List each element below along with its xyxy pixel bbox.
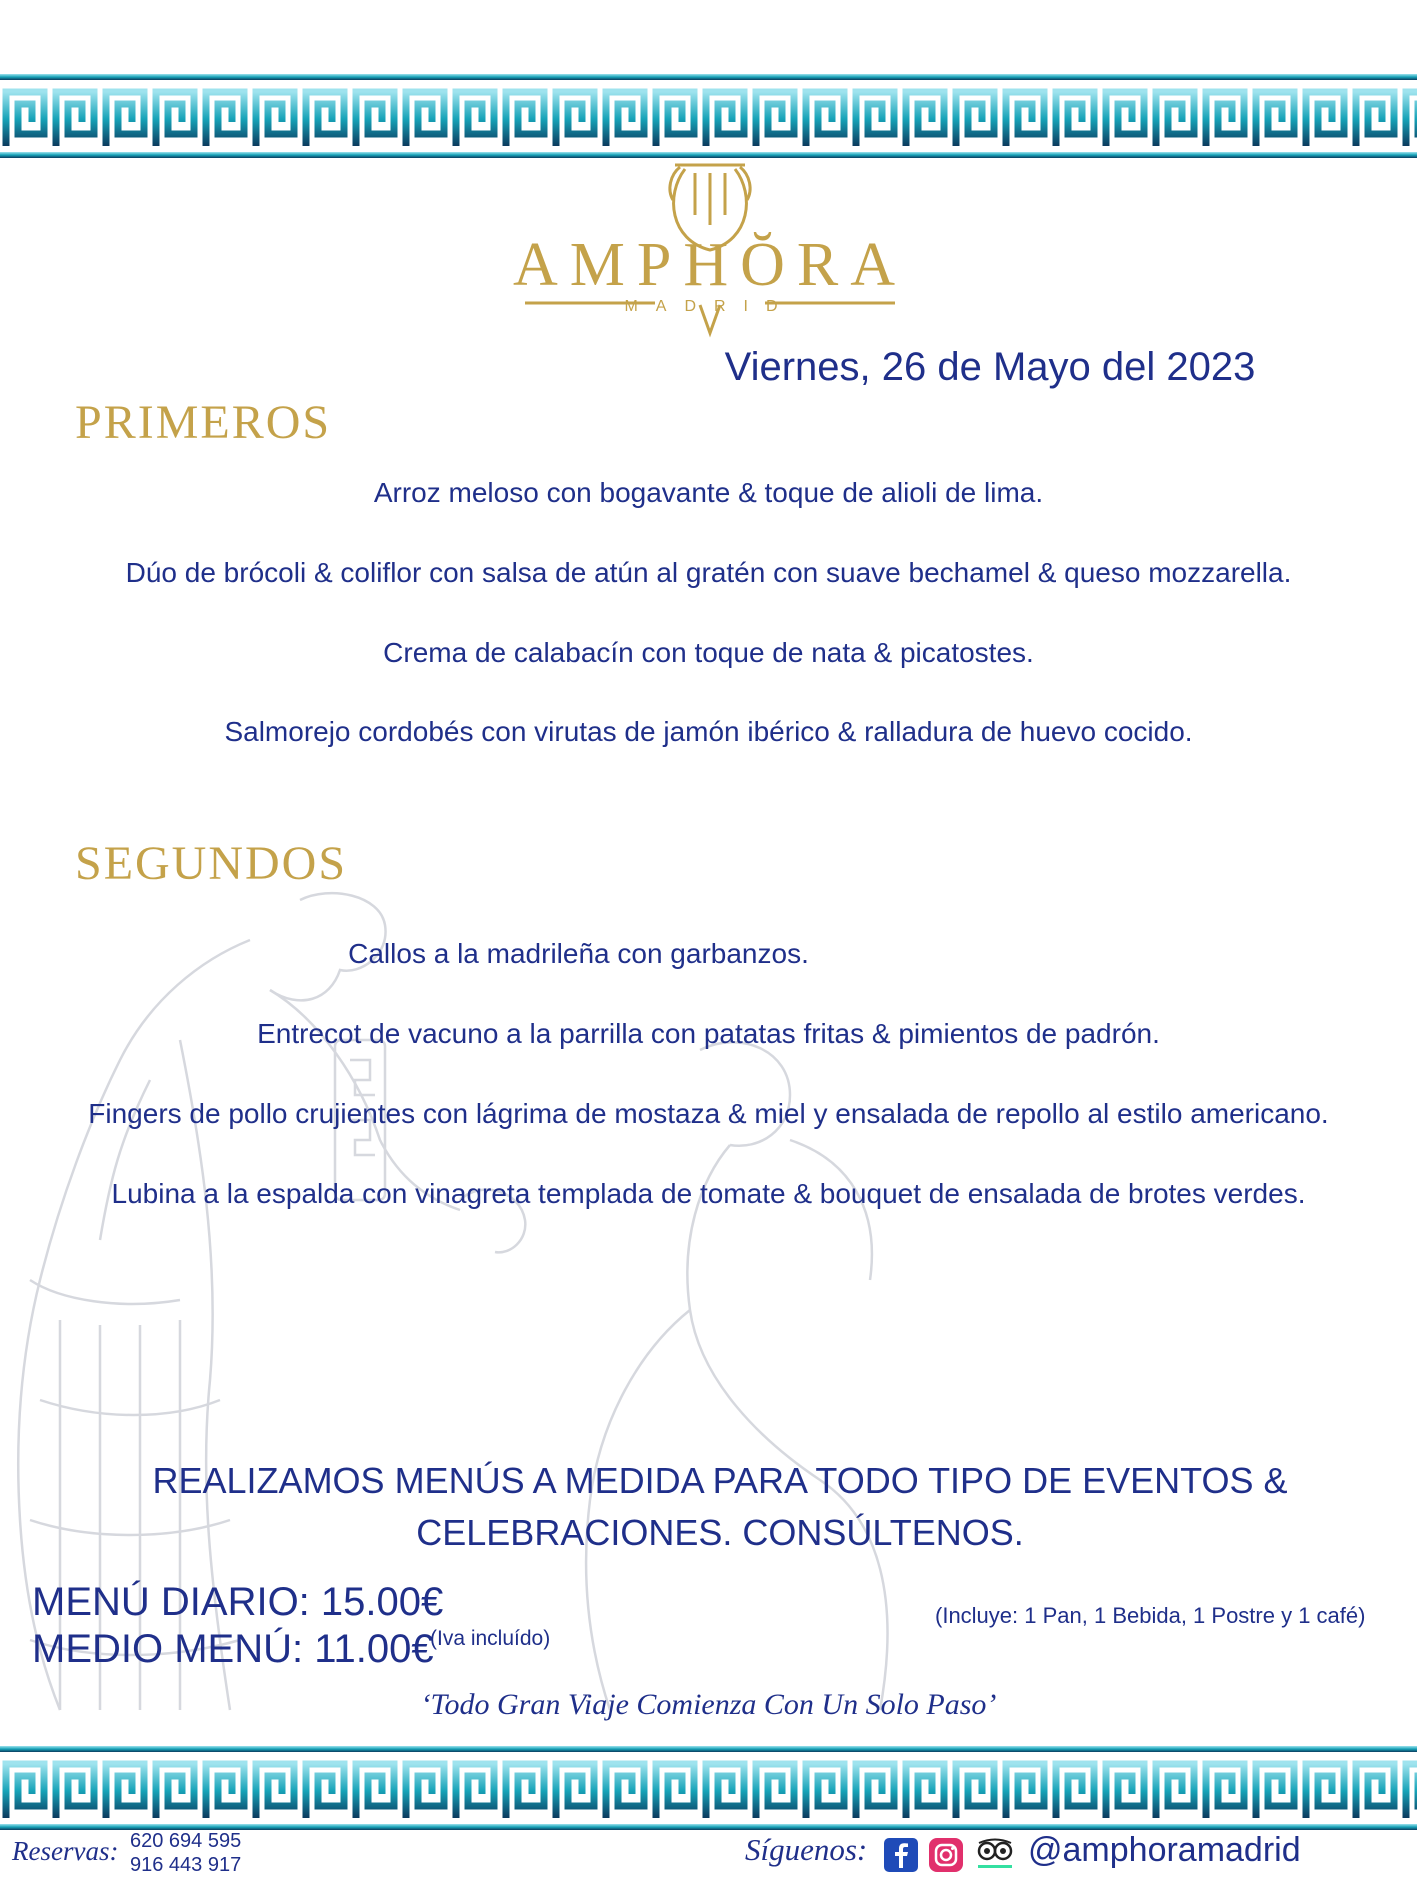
events-notice-line-1: REALIZAMOS MENÚS A MEDIDA PARA TODO TIPO DE EVENTOS & [152, 1460, 1288, 1501]
brand-subtitle: MADRID [624, 298, 796, 315]
dish-segundo-3: Fingers de pollo crujientes con lágrima de mostaza & miel y ensalada de repollo al estilo americano. [88, 1098, 1329, 1129]
dish-primero-1: Arroz meloso con bogavante & toque de alioli de lima. [373, 477, 1044, 508]
motto: ‘Todo Gran Viaje Comienza Con Un Solo Paso’ [420, 1688, 997, 1721]
facebook-icon[interactable] [884, 1838, 918, 1872]
reservas-label: Reservas: [12, 1836, 119, 1866]
half-menu-price: MEDIO MENÚ: 11.00€ [32, 1627, 434, 1671]
amphora-logo [505, 155, 915, 340]
dish-primero-3: Crema de calabacín con toque de nata & picatostes. [383, 637, 1034, 668]
daily-menu-price: MENÚ DIARIO: 15.00€ [32, 1580, 444, 1624]
follow-us-label: Síguenos: [745, 1832, 868, 1867]
events-notice-line-2: CELEBRACIONES. CONSÚLTENOS. [416, 1512, 1024, 1553]
iva-note: (Iva incluído) [430, 1627, 551, 1650]
section-title-segundos: SEGUNDOS [75, 837, 348, 890]
dish-primero-4: Salmorejo cordobés con virutas de jamón ibérico & ralladura de huevo cocido. [224, 716, 1193, 747]
events-notice [100, 1455, 1340, 1559]
tripadvisor-icon[interactable] [974, 1838, 1016, 1872]
menu-includes-note: (Incluye: 1 Pan, 1 Bebida, 1 Postre y 1 café) [935, 1603, 1366, 1628]
greek-key-border-top [0, 68, 1417, 164]
brand-name: AMPHŎRA [512, 231, 908, 299]
dish-segundo-1: Callos a la madrileña con garbanzos. [348, 938, 809, 969]
social-handle[interactable]: @amphoramadrid [1028, 1831, 1301, 1869]
menu-date: Viernes, 26 de Mayo del 2023 [724, 345, 1256, 389]
dish-segundo-4: Lubina a la espalda con vinagreta templada de tomate & bouquet de ensalada de brotes verdes. [111, 1178, 1306, 1209]
greek-key-border-bottom [0, 1740, 1417, 1836]
instagram-icon[interactable] [929, 1838, 963, 1872]
phone-number-2[interactable]: 916 443 917 [130, 1854, 242, 1876]
phone-number-1[interactable]: 620 694 595 [130, 1830, 242, 1852]
dish-segundo-2: Entrecot de vacuno a la parrilla con patatas fritas & pimientos de padrón. [257, 1018, 1160, 1049]
dish-primero-2: Dúo de brócoli & coliflor con salsa de atún al gratén con suave bechamel & queso mozzarella. [125, 557, 1292, 588]
section-title-primeros: PRIMEROS [75, 396, 332, 449]
